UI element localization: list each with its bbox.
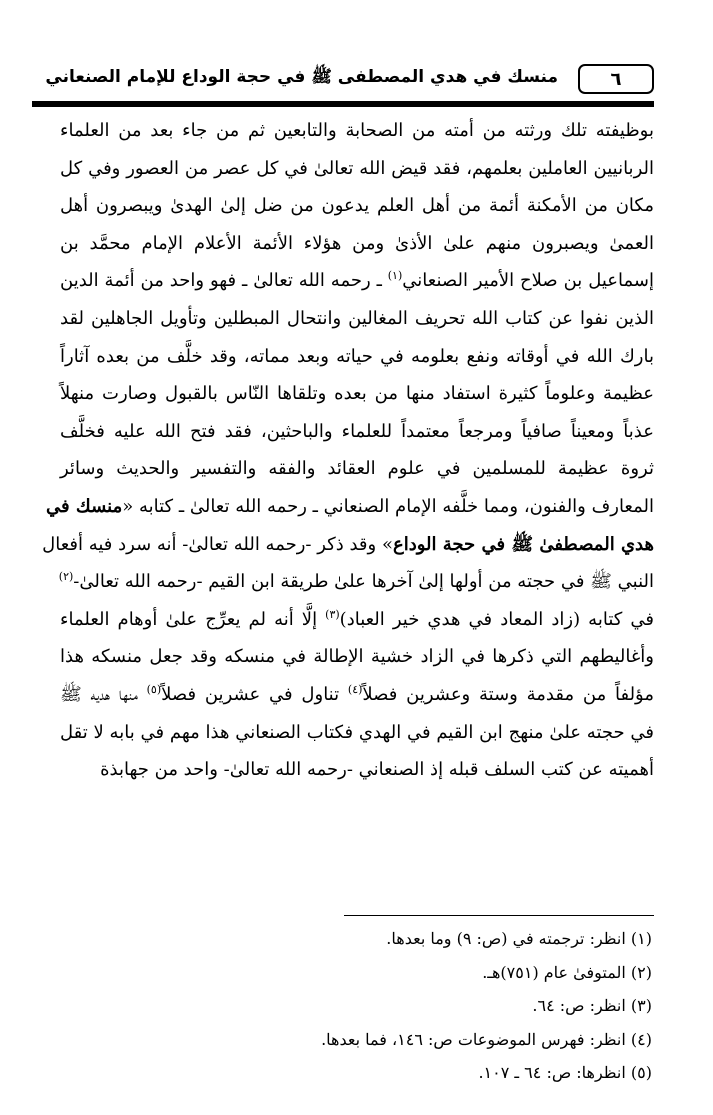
text-line: في حجته علىٰ منهج ابن القيم في الهدي فكتاب الصنعاني هذا مهم في بابه لا تقل — [60, 721, 654, 743]
text-line: أهميته عن كتب السلف قبله إذ الصنعاني -رحمه الله تعالىٰ- واحد من جهابذة — [100, 759, 654, 781]
footnote: (٤) انظر: فهرس الموضوعات ص: ١٤٦، فما بعدها. — [321, 1029, 652, 1049]
page-header — [32, 62, 654, 96]
book-title-part: منسك في — [46, 495, 123, 517]
footnote-marker: (٢) — [58, 570, 74, 584]
text-run: مؤلفاً من مقدمة وستة وعشرين فصلاً — [362, 683, 654, 705]
text-run: تناول في عشرين فصلاً — [161, 683, 348, 705]
text-line — [60, 563, 654, 601]
footnote: (٢) المتوفىٰ عام (٧٥١)هـ. — [482, 962, 652, 982]
text-line: مكان من الأمكنة أئمة من أهل العلم يدعون من ضل إلىٰ الهدىٰ ويبصرون أهل — [60, 195, 654, 217]
text-line: العمىٰ ويصبرون منهم علىٰ الأذىٰ ومن هؤلاء الأئمة الأعلام الإمام محمَّد بن — [60, 232, 654, 254]
footnote-marker: (٥) — [146, 682, 162, 696]
footnotes — [200, 922, 652, 1090]
text-line — [60, 601, 654, 639]
text-run: النبي ﷺ في حجته من أولها إلىٰ آخرها علىٰ طريقة ابن القيم -رحمه الله تعالىٰ- — [73, 571, 654, 593]
footnote-marker: (٣) — [325, 607, 340, 621]
footnote: (٥) انظرها: ص: ٦٤ ـ ١٠٧. — [478, 1063, 652, 1082]
text-line: بارك الله في أوقاته ونفع بعلومه في حياته وبعد مماته، وقد خلَّف من بعده آثاراً — [60, 345, 654, 367]
footnote-divider — [344, 915, 654, 916]
main-text — [42, 112, 654, 789]
text-run: إسماعيل بن صلاح الأمير الصنعاني — [402, 270, 654, 292]
text-line: الذين نفوا عن كتاب الله تحريف المغالين وانتحال المبطلين وتأويل الجاهلين لقد — [60, 307, 654, 329]
text-run: منها هديه ﷺ — [60, 683, 147, 705]
book-title-part: هدي المصطفىٰ ﷺ في حجة الوداع — [392, 533, 654, 555]
text-line — [60, 262, 654, 300]
text-run: ـ رحمه الله تعالىٰ ـ فهو واحد من أئمة الدين — [60, 270, 382, 292]
text-line — [46, 488, 654, 526]
text-line: عذباً ومعيناً صافياً ومرجعاً معتمداً للعلماء والباحثين، فقد فتح الله عليه فخلَّف — [60, 420, 654, 442]
text-line: وأغاليطهم التي ذكرها في الزاد خشية الإطالة في منسكه وقد جعل منسكه هذا — [60, 646, 654, 668]
header-divider — [32, 101, 654, 107]
text-run: إلَّا أنه لم يعرِّج علىٰ أوهام العلماء — [60, 608, 326, 630]
footnote: (١) انظر: ترجمته في (ص: ٩) وما بعدها. — [386, 929, 652, 948]
text-line: عظيمة وعلوماً كثيرة استفاد منها من بعده وتلقاها النّاس بالقبول وصارت منهلاً — [60, 383, 654, 405]
text-run: » وقد ذكر -رحمه الله تعالىٰ- أنه سرد فيه أفعال — [42, 533, 393, 555]
footnote: (٣) انظر: ص: ٦٤. — [532, 996, 652, 1015]
footnote-marker: (٤) — [347, 682, 363, 696]
text-line — [42, 526, 654, 564]
page-number: ٦ — [578, 64, 654, 94]
text-line: الربانيين العاملين بعلمهم، فقد قيض الله تعالىٰ في كل عصر من العصور وفي كل — [60, 157, 654, 179]
text-line: بوظيفته تلك ورثته من أمته من الصحابة والتابعين ثم من جاء بعد من العلماء — [60, 120, 654, 141]
running-title: منسك في هدي المصطفى ﷺ في حجة الوداع للإمام الصنعاني — [45, 67, 558, 87]
text-run: في كتابه (زاد المعاد في هدي خير العباد) — [339, 608, 654, 630]
text-line: ثروة عظيمة للمسلمين في علوم العقائد والفقه والتفسير والحديث وسائر — [60, 458, 654, 480]
footnote-marker: (١) — [387, 269, 403, 283]
text-line — [60, 676, 654, 714]
text-run: المعارف والفنون، ومما خلَّفه الإمام الصنعاني ـ رحمه الله تعالىٰ ـ كتابه « — [122, 495, 654, 517]
